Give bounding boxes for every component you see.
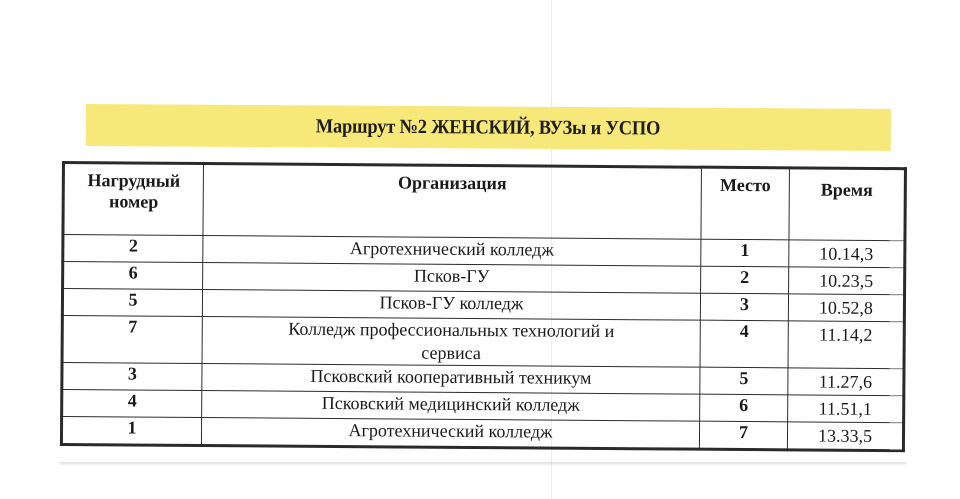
cell-place: 6	[700, 394, 788, 422]
document-title: Маршрут №2 ЖЕНСКИЙ, ВУЗы и УСПО	[316, 114, 661, 140]
results-table-container	[60, 161, 904, 452]
cell-bib-number: 6	[63, 262, 203, 290]
header-time: Время	[789, 168, 906, 241]
cell-place: 7	[699, 421, 787, 450]
header-place: Место	[701, 167, 790, 240]
cell-time: 10.14,3	[789, 240, 905, 268]
table-row	[61, 417, 903, 451]
cell-organization: Агротехнический колледж	[201, 418, 699, 450]
cell-organization: Псковский кооперативный техникум	[202, 364, 700, 395]
cell-bib-number: 4	[62, 390, 202, 418]
cell-place: 5	[700, 367, 788, 395]
cell-bib-number: 5	[62, 289, 202, 317]
cell-place: 2	[701, 266, 789, 294]
scan-shadow	[60, 462, 906, 466]
cell-time: 11.51,1	[788, 395, 904, 423]
cell-time: 11.14,2	[788, 321, 904, 369]
cell-time: 11.27,6	[788, 368, 904, 396]
cell-organization: Колледж профессиональных технологий и сервиса	[202, 317, 700, 368]
cell-organization: Псков-ГУ колледж	[202, 290, 700, 321]
header-organization: Организация	[203, 164, 702, 240]
cell-bib-number: 2	[63, 235, 203, 263]
table-row	[62, 316, 904, 369]
cell-time: 13.33,5	[787, 422, 903, 451]
results-table	[60, 161, 907, 452]
table-header-row	[63, 163, 906, 241]
cell-bib-number: 1	[61, 417, 201, 446]
title-highlight	[86, 104, 891, 151]
header-bib-number: Нагрудный номер	[63, 163, 204, 236]
cell-place: 3	[700, 293, 788, 321]
cell-bib-number: 3	[62, 363, 202, 391]
cell-place: 1	[701, 239, 789, 267]
cell-bib-number: 7	[62, 316, 202, 364]
cell-time: 10.23,5	[789, 267, 905, 295]
cell-organization: Псков-ГУ	[203, 263, 701, 294]
cell-time: 10.52,8	[788, 294, 904, 322]
cell-organization: Агротехнический колледж	[203, 236, 701, 267]
cell-organization: Псковский медицинский колледж	[202, 391, 700, 422]
cell-place: 4	[700, 320, 788, 368]
